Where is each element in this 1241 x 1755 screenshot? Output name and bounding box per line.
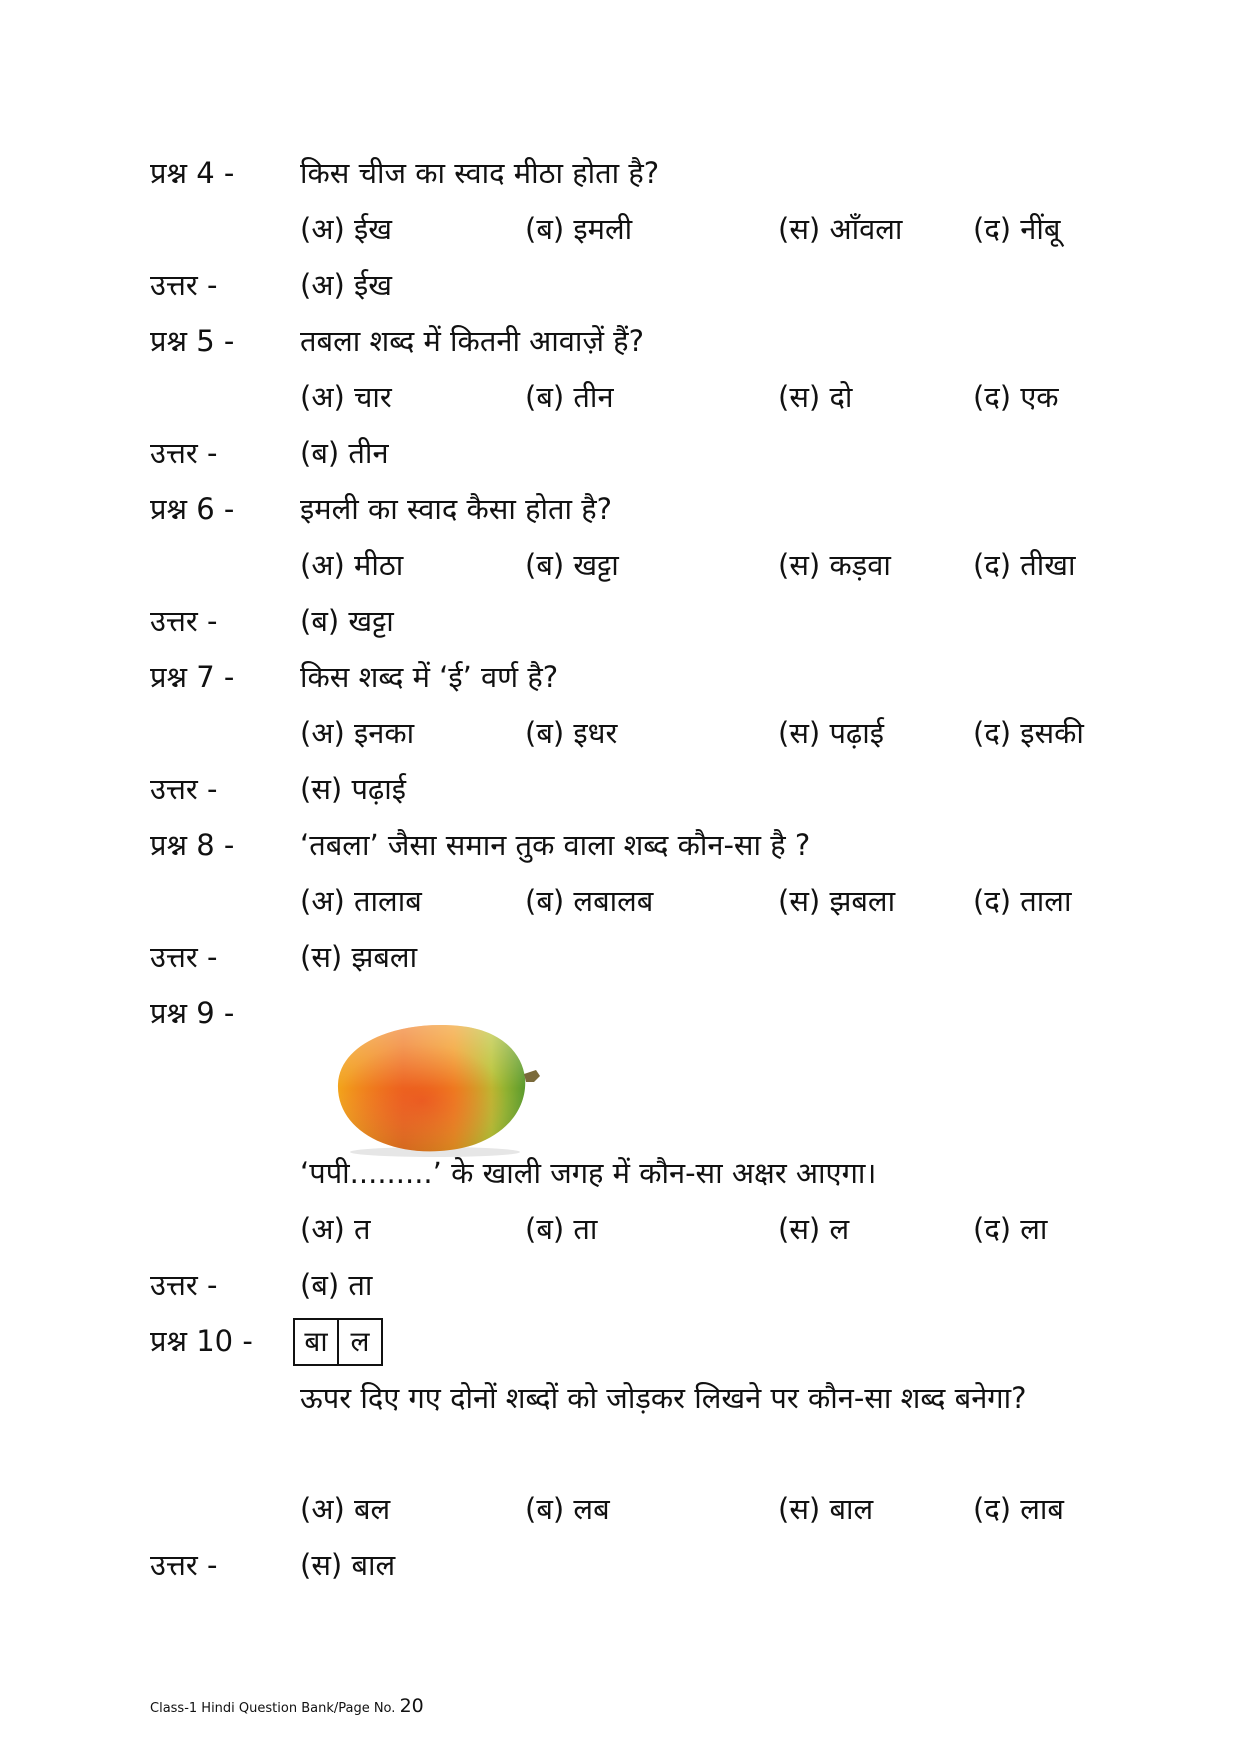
question-text: किस शब्द में ‘ई’ वर्ण है? [300,660,559,694]
option-b: (ब) लबालब [525,884,654,918]
option-b: (ब) तीन [525,380,614,414]
answer-4 [0,260,1241,310]
question-9-text-row [0,1148,1241,1198]
option-c: (स) बाल [778,1492,874,1526]
question-8-options [0,876,1241,926]
question-8 [0,820,1241,870]
question-10 [0,1316,1241,1366]
answer-text: (स) बाल [300,1548,396,1582]
question-text: इमली का स्वाद कैसा होता है? [300,492,613,526]
answer-label: उत्तर - [150,604,218,638]
answer-5 [0,428,1241,478]
letter-box: बा [304,1325,328,1358]
option-a: (अ) इनका [300,716,415,750]
footer-text: Class-1 Hindi Question Bank/Page No. [150,1701,396,1716]
option-a: (अ) चार [300,380,392,414]
option-c: (स) ल [778,1212,850,1246]
answer-label: उत्तर - [150,268,218,302]
question-4-options [0,204,1241,254]
question-label: प्रश्न 9 - [150,996,235,1030]
option-b: (ब) ता [525,1212,598,1246]
question-label: प्रश्न 8 - [150,828,235,862]
question-9 [0,988,1241,1038]
option-d: (द) एक [973,380,1059,414]
option-c: (स) पढ़ाई [778,716,884,750]
option-a: (अ) त [300,1212,371,1246]
option-d: (द) ताला [973,884,1072,918]
option-a: (अ) बल [300,1492,391,1526]
question-5 [0,316,1241,366]
option-d: (द) नींबू [973,212,1061,246]
answer-label: उत्तर - [150,1268,218,1302]
question-9-options [0,1204,1241,1254]
answer-label: उत्तर - [150,1548,218,1582]
answer-text: (स) झबला [300,940,418,974]
answer-9 [0,1260,1241,1310]
answer-label: उत्तर - [150,436,218,470]
letter-boxes [293,1318,383,1366]
option-a: (अ) ईख [300,212,392,246]
question-4 [0,148,1241,198]
papaya-image [330,1012,550,1160]
question-6 [0,484,1241,534]
question-text: तबला शब्द में कितनी आवाज़ें हैं? [300,324,644,358]
answer-7 [0,764,1241,814]
question-5-options [0,372,1241,422]
option-c: (स) झबला [778,884,896,918]
question-10-options [0,1484,1241,1534]
option-d: (द) ला [973,1212,1048,1246]
question-text: किस चीज का स्वाद मीठा होता है? [300,156,660,190]
letter-box: ल [337,1320,381,1364]
answer-text: (ब) ता [300,1268,373,1302]
option-b: (ब) लब [525,1492,610,1526]
answer-text: (ब) तीन [300,436,389,470]
answer-label: उत्तर - [150,772,218,806]
option-b: (ब) खट्टा [525,548,619,582]
question-label: प्रश्न 7 - [150,660,235,694]
option-c: (स) आँवला [778,212,903,246]
answer-text: (ब) खट्टा [300,604,394,638]
option-c: (स) दो [778,380,853,414]
option-d: (द) लाब [973,1492,1064,1526]
option-d: (द) तीखा [973,548,1076,582]
option-a: (अ) तालाब [300,884,422,918]
option-d: (द) इसकी [973,716,1084,750]
question-label: प्रश्न 4 - [150,156,235,190]
question-text: ‘तबला’ जैसा समान तुक वाला शब्द कौन-सा है ? [300,828,811,862]
option-c: (स) कड़वा [778,548,891,582]
answer-text: (स) पढ़ाई [300,772,406,806]
question-text: ‘पपी.........’ के खाली जगह में कौन-सा अक्षर आएगा। [300,1156,877,1190]
question-label: प्रश्न 5 - [150,324,235,358]
option-b: (ब) इधर [525,716,618,750]
question-7 [0,652,1241,702]
page-number: 20 [399,1695,424,1717]
question-7-options [0,708,1241,758]
answer-8 [0,932,1241,982]
answer-10 [0,1540,1241,1590]
answer-6 [0,596,1241,646]
question-6-options [0,540,1241,590]
question-label: प्रश्न 6 - [150,492,235,526]
page-footer [150,1693,424,1722]
answer-text: (अ) ईख [300,268,392,302]
option-b: (ब) इमली [525,212,633,246]
question-text: ऊपर दिए गए दोनों शब्दों को जोड़कर लिखने पर कौन-सा शब्द बनेगा? [300,1381,1027,1415]
option-a: (अ) मीठा [300,548,404,582]
answer-label: उत्तर - [150,940,218,974]
question-label: प्रश्न 10 - [150,1324,253,1358]
